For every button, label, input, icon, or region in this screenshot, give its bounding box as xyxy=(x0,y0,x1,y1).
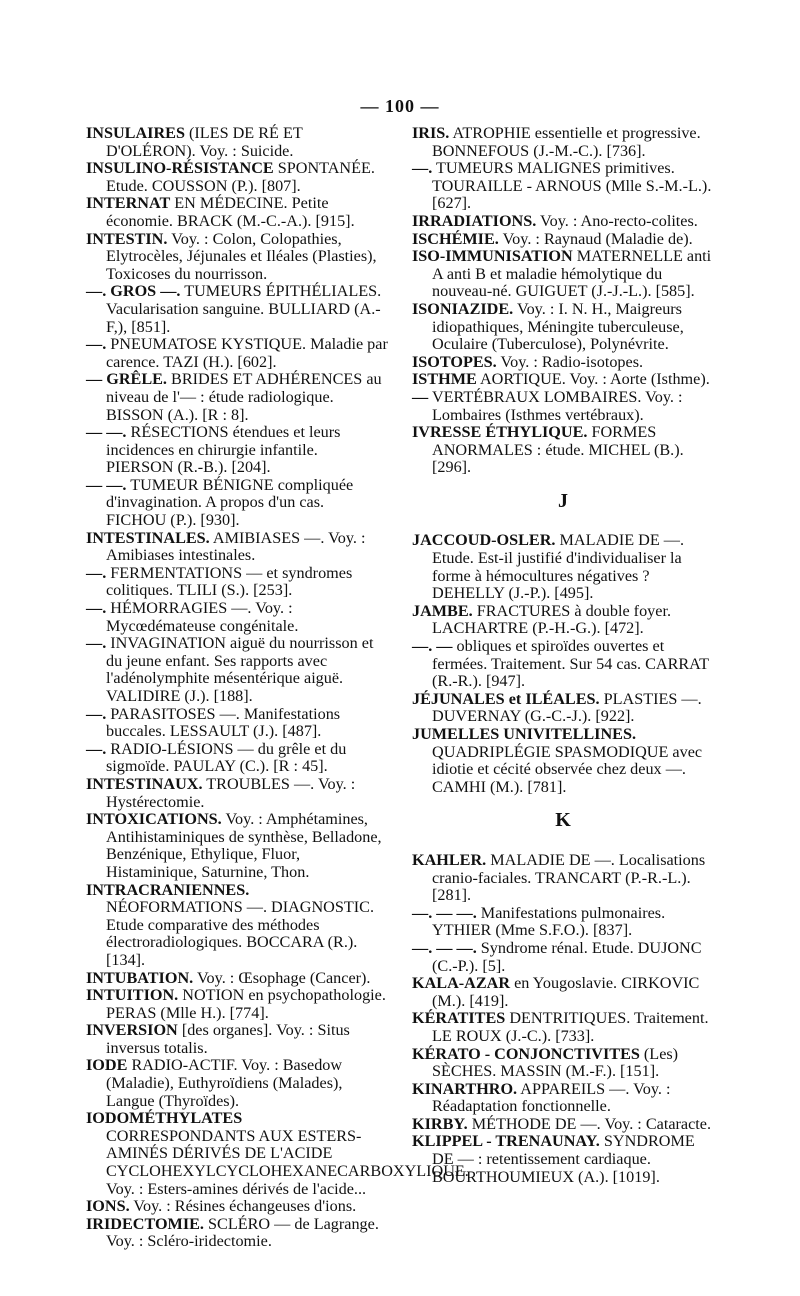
entry-text: TUMEURS ÉPITHÉLIALES. Vacularisation sanguine. BULLIARD (A.-F,), [851]. xyxy=(106,282,382,336)
entry-text: MATERNELLE anti A anti B et maladie hémolytique du nouveau-né. GUIGUET (J.-J.-L.). [585]. xyxy=(432,247,712,301)
index-entry xyxy=(412,532,714,602)
entry-headword: —. — —. xyxy=(412,903,477,922)
entry-headword: INVERSION xyxy=(86,1021,178,1040)
entry-text: NOTION en psychopathologie. PERAS (Mlle H.). [774]. xyxy=(106,986,386,1022)
entry-text: FRACTURES à double foyer. LACHARTRE (P.-H.-G.). [472]. xyxy=(432,601,671,638)
entry-headword: —. xyxy=(86,335,107,354)
section-letter: J xyxy=(558,489,568,512)
index-entry xyxy=(412,125,714,160)
index-entry xyxy=(412,371,714,389)
entry-text: ATROPHIE essentielle et progressive. BONNEFOUS (J.-M.-C.). [736]. xyxy=(432,124,701,160)
index-entry xyxy=(86,1216,388,1251)
index-entry xyxy=(86,160,388,195)
entry-text: TUMEUR BÉNIGNE compliquée d'invagination. A propos d'un cas. FICHOU (P.). [930]. xyxy=(106,475,354,530)
index-entry xyxy=(86,336,388,371)
index-entry xyxy=(86,530,388,565)
entry-headword: INTUBATION. xyxy=(86,968,194,987)
entry-text: BRIDES ET ADHÉRENCES au niveau de l'— : étude radiologique. BISSON (A.). [R : 8]. xyxy=(106,370,382,424)
index-entry xyxy=(86,987,388,1022)
index-entry xyxy=(86,195,388,230)
entry-headword: — —. xyxy=(86,423,127,442)
entry-headword: ISO-IMMUNISATION xyxy=(412,247,573,266)
entry-headword: —. — —. xyxy=(412,938,477,957)
entry-headword: JUMELLES UNIVITELLINES. xyxy=(412,725,636,743)
entry-headword: — —. xyxy=(86,475,127,494)
entry-headword: — xyxy=(412,387,429,406)
entry-text: CORRESPONDANTS AUX ESTERS-AMINÉS DÉRIVÉS DE L'ACIDE CYCLOHEXYLCYCLOHEXANECARBOXYLIQUE. Voy. : Esters-amines dérivés de l'acide... xyxy=(106,1126,469,1198)
entry-headword: IVRESSE ÉTHYLIQUE. xyxy=(412,423,588,442)
entry-text: Voy. : Amphétamines, Antihistaminiques de synthèse, Belladone, Benzénique, Ethylique, Fluor, Histaminique, Saturnine, Thon. xyxy=(106,810,382,881)
entry-text: RADIO-LÉSIONS — du grêle et du sigmoïde. PAULAY (C.). [R : 45]. xyxy=(106,739,347,776)
index-entry xyxy=(86,882,388,970)
entry-text: APPAREILS —. Voy. : Réadaptation fonctionnelle. xyxy=(432,1079,671,1116)
index-entry xyxy=(412,940,714,975)
entry-text: Voy. : Résines échangeuses d'ions. xyxy=(133,1197,357,1216)
entry-headword: KINARTHRO. xyxy=(412,1079,518,1098)
entry-text: MÉTHODE DE —. Voy. : Cataracte. xyxy=(471,1114,712,1133)
page-number: — 100 — xyxy=(360,96,440,116)
index-entry xyxy=(412,1116,714,1134)
entry-text: NÉOFORMATIONS —. DIAGNOSTIC. Etude comparative des méthodes électroradiologiques. BOCCARA (R.). [134]. xyxy=(106,898,375,969)
index-entry xyxy=(412,213,714,231)
index-entry xyxy=(412,691,714,726)
entry-headword: INTERNAT xyxy=(86,194,171,213)
entry-text: PLASTIES —. DUVERNAY (G.-C.-J.). [922]. xyxy=(432,689,702,726)
right-column xyxy=(412,125,714,1186)
entry-headword: —. xyxy=(86,599,107,618)
entry-headword: INTUITION. xyxy=(86,986,179,1005)
entry-text: PNEUMATOSE KYSTIQUE. Maladie par carence. TAZI (H.). [602]. xyxy=(106,335,388,371)
entry-headword: KALA-AZAR xyxy=(412,974,511,993)
entry-text: Voy. : Radio-isotopes. xyxy=(500,352,644,371)
index-entry xyxy=(412,638,714,691)
entry-text: DENTRITIQUES. Traitement. LE ROUX (J.-C.). [733]. xyxy=(432,1009,709,1045)
index-entry xyxy=(412,424,714,477)
index-entry xyxy=(86,741,388,776)
index-entry xyxy=(86,706,388,741)
entry-headword: IRRADIATIONS. xyxy=(412,211,537,230)
entry-text: EN MÉDECINE. Petite économie. BRACK (M.-C.-A.). [915]. xyxy=(106,194,355,230)
index-entry xyxy=(412,389,714,424)
entry-headword: KLIPPEL - TRENAUNAY. xyxy=(412,1132,600,1151)
entry-text: FORMES ANORMALES : étude. MICHEL (B.). [296]. xyxy=(432,423,684,477)
index-entry xyxy=(86,776,388,811)
index-entry xyxy=(412,160,714,213)
entry-headword: —. GROS —. xyxy=(86,282,181,301)
entry-text: TROUBLES —. Voy. : Hystérectomie. xyxy=(106,774,356,811)
entry-text: SYNDROME DE — : retentissement cardiaque. BOURTHOUMIEUX (A.). [1019]. xyxy=(432,1132,695,1186)
entry-text: PARASITOSES —. Manifestations buccales. LESSAULT (J.). [487]. xyxy=(106,704,341,741)
index-entry xyxy=(86,635,388,705)
entry-text: (Les) SÈCHES. MASSIN (M.-F.). [151]. xyxy=(432,1044,679,1081)
index-entry xyxy=(86,811,388,881)
entry-text: [des organes]. Voy. : Situs inversus totalis. xyxy=(106,1021,350,1057)
index-entry xyxy=(412,1046,714,1081)
entry-headword: INTRACRANIENNES. xyxy=(86,880,250,899)
index-entry xyxy=(412,603,714,638)
entry-text: obliques et spiroïdes ouvertes et fermées. Traitement. Sur 54 cas. CARRAT (R.-R.). [947]. xyxy=(432,637,709,691)
index-entry xyxy=(412,231,714,249)
section-letter: K xyxy=(555,809,571,832)
entry-headword: JAMBE. xyxy=(412,601,473,620)
index-entry xyxy=(412,1010,714,1045)
index-entry xyxy=(86,1057,388,1110)
index-entry xyxy=(86,231,388,284)
entry-text: TUMEURS MALIGNES primitives. TOURAILLE - ARNOUS (Mlle S.-M.-L.). [627]. xyxy=(432,159,712,213)
entry-headword: KIRBY. xyxy=(412,1114,468,1133)
index-entry xyxy=(86,283,388,336)
entry-headword: —. xyxy=(86,739,107,758)
entry-text: Voy. : I. N. H., Maigreurs idiopathiques, Méningite tuberculeuse, Oculaire (Tuberculose), Polynévrite. xyxy=(432,299,684,354)
entry-text: SCLÉRO — de Lagrange. Voy. : Scléro-iridectomie. xyxy=(106,1214,379,1251)
index-entry xyxy=(86,565,388,600)
entry-headword: IONS. xyxy=(86,1197,130,1216)
entry-text: AMIBIASES —. Voy. : Amibiases intestinales. xyxy=(106,528,366,565)
entry-headword: KÉRATITES xyxy=(412,1009,506,1028)
entry-text: SPONTANÉE. Etude. COUSSON (P.). [807]. xyxy=(106,159,375,195)
entry-headword: INTESTIN. xyxy=(86,229,168,248)
entry-text: Voy. : Colon, Colopathies, Elytrocèles, Jéjunales et Iléales (Plasties), Toxicoses du nourrisson. xyxy=(106,229,377,283)
entry-headword: ISCHÉMIE. xyxy=(412,229,499,248)
index-entry xyxy=(412,248,714,301)
entry-headword: KÉRATO - CONJONCTIVITES xyxy=(412,1044,640,1063)
index-entry xyxy=(412,301,714,354)
entry-headword: IRIDECTOMIE. xyxy=(86,1214,204,1233)
entry-headword: INTESTINALES. xyxy=(86,528,210,547)
index-entry xyxy=(86,970,388,988)
entry-headword: IODE xyxy=(86,1056,128,1075)
entry-text: Manifestations pulmonaires. YTHIER (Mme S.F.O.). [837]. xyxy=(432,903,666,940)
entry-text: FERMENTATIONS — et syndromes colitiques. TLILI (S.). [253]. xyxy=(106,563,353,600)
index-entry xyxy=(412,852,714,905)
index-entry xyxy=(412,1081,714,1116)
index-entry xyxy=(86,424,388,477)
entry-headword: IRIS. xyxy=(412,124,450,142)
index-entry xyxy=(86,1022,388,1057)
index-entry xyxy=(412,726,714,796)
entry-text: Voy. : Œsophage (Cancer). xyxy=(196,968,371,987)
entry-text: RÉSECTIONS étendues et leurs incidences en chirurgie infantile. PIERSON (R.-B.). [204]. xyxy=(106,423,341,477)
entry-headword: —. xyxy=(86,634,107,653)
entry-text: Voy. : Raynaud (Maladie de). xyxy=(502,229,693,248)
entry-text: VERTÉBRAUX LOMBAIRES. Voy. : Lombaires (Isthmes vertébraux). xyxy=(431,387,683,424)
entry-text: en Yougoslavie. CIRKOVIC (M.). [419]. xyxy=(432,974,700,1010)
entry-text: HÉMORRAGIES —. Voy. : Mycœdémateuse congénitale. xyxy=(106,599,299,635)
entry-headword: ISTHME xyxy=(412,370,477,389)
entry-headword: —. xyxy=(86,704,107,723)
index-entry xyxy=(412,975,714,1010)
entry-headword: JACCOUD-OSLER. xyxy=(412,531,556,550)
entry-text: INVAGINATION aiguë du nourrisson et du jeune enfant. Ses rapports avec l'adénolymphite mésentérique aiguë. VALIDIRE (J.). [188]. xyxy=(106,634,374,705)
entry-headword: JÉJUNALES et ILÉALES. xyxy=(412,689,600,708)
entry-text: Voy. : Ano-recto-colites. xyxy=(540,211,698,230)
entry-text: QUADRIPLÉGIE SPASMODIQUE avec idiotie et cécité observée chez deux —. CAMHI (M.). [781]. xyxy=(432,742,703,796)
entry-text: (ILES DE RÉ ET D'OLÉRON). Voy. : Suicide. xyxy=(106,124,303,160)
entry-headword: ISOTOPES. xyxy=(412,352,497,371)
entry-headword: — GRÊLE. xyxy=(86,370,167,389)
index-entry xyxy=(412,905,714,940)
entry-headword: —. xyxy=(86,563,107,582)
entry-headword: ISONIAZIDE. xyxy=(412,299,514,318)
entry-text: RADIO-ACTIF. Voy. : Basedow (Maladie), Euthyroïdiens (Malades), Langue (Thyroïdes). xyxy=(106,1056,343,1110)
index-entry xyxy=(86,600,388,635)
entry-headword: —. — xyxy=(412,637,453,656)
entry-headword: INSULAIRES xyxy=(86,124,185,142)
index-entry xyxy=(412,1133,714,1186)
index-entry xyxy=(86,371,388,424)
entry-headword: KAHLER. xyxy=(412,850,487,869)
entry-headword: INSULINO-RÉSISTANCE xyxy=(86,159,274,178)
entry-text: AORTIQUE. Voy. : Aorte (Isthme). xyxy=(479,370,710,389)
entry-headword: IODOMÉTHYLATES xyxy=(86,1109,243,1128)
entry-headword: INTOXICATIONS. xyxy=(86,810,222,829)
index-entry xyxy=(86,477,388,530)
index-entry xyxy=(86,125,388,160)
entry-text: MALADIE DE —. Localisations cranio-faciales. TRANCART (P.-R.-L.). [281]. xyxy=(432,850,706,905)
entry-text: MALADIE DE —. Etude. Est-il justifié d'individualiser la forme à hémocultures négatives ? DEHELLY (J.-P.). [495]. xyxy=(432,531,685,603)
entry-headword: —. xyxy=(412,159,433,178)
entry-headword: INTESTINAUX. xyxy=(86,774,203,793)
index-entry xyxy=(86,1198,388,1216)
index-entry xyxy=(412,354,714,372)
entry-text: Syndrome rénal. Etude. DUJONC (C.-P.). [5]. xyxy=(432,938,702,975)
